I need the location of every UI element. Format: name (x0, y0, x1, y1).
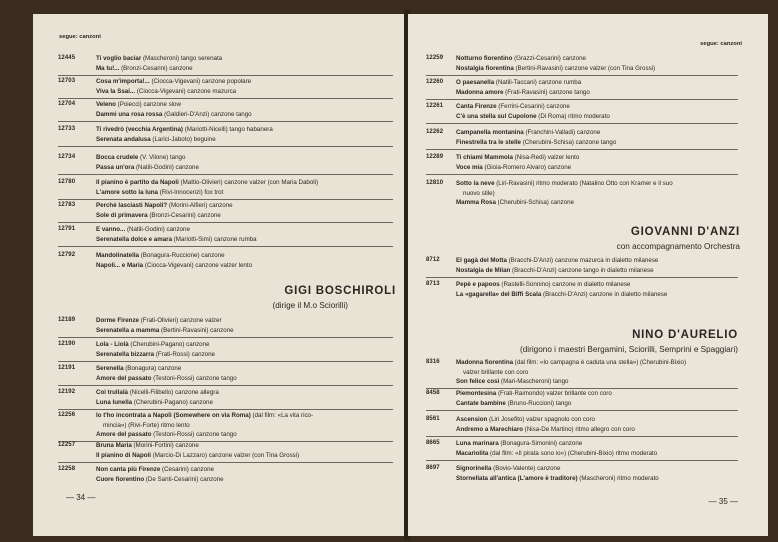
entry-divider (58, 199, 393, 200)
entry-divider (58, 462, 393, 463)
catalogue-number: 12810 (426, 180, 444, 186)
song-title: Io t'ho incontrata a Napoli (Somewhere on via Roma) (96, 412, 251, 419)
catalogue-number: 12289 (426, 154, 444, 160)
song-details: (Cesarini) canzone (160, 466, 214, 473)
entry-divider (58, 409, 393, 410)
song-line (96, 201, 233, 210)
song-details: nuovo stile) (463, 189, 495, 197)
song-line (96, 251, 225, 260)
entry-divider (58, 146, 393, 147)
song-title: Lola - Liolà (96, 341, 129, 348)
catalogue-number: 12734 (58, 154, 76, 160)
song-line (96, 125, 273, 134)
entry-divider (426, 436, 738, 437)
song-details: (Poiecci) canzone slow (115, 101, 181, 108)
song-details: (Bonagura-Simonini) canzone (498, 440, 583, 447)
entry-divider (426, 123, 738, 124)
song-title: El gagà del Motta (456, 257, 507, 264)
song-details: (Frati-Olivieri) canzone valzer (138, 317, 222, 324)
song-details: (Franchini-Valladi) canzone (523, 129, 601, 136)
song-details: (Liri-Ravasini) ritmo moderato (Natalino Otto con Kramer e il suo (494, 180, 673, 187)
song-line (96, 350, 215, 359)
song-details: (Bertini-Ravasini) canzone (159, 326, 234, 334)
artist-heading-danzi: GIOVANNI D'ANZI (630, 226, 740, 238)
entry-divider (58, 75, 393, 76)
song-details: (Larici-Jaboto) beguine (150, 135, 216, 143)
song-details: (Morini-Alfieri) canzone (167, 202, 233, 209)
catalogue-number: 12258 (58, 466, 76, 472)
entry-divider (426, 410, 738, 411)
song-title: Mamma Rosa (456, 199, 496, 206)
song-line (456, 415, 595, 424)
song-details: (Natili-Godini) canzone (134, 163, 199, 171)
song-title: Veleno (96, 101, 116, 108)
song-line (456, 112, 610, 121)
song-title: Serenatella dolce e amara (96, 235, 173, 243)
song-details: (Gioia-Romero Alvaro) canzone (482, 163, 572, 171)
song-line (456, 153, 579, 162)
song-details: (Ciocca-Vigevani) canzone valzer lento (143, 261, 253, 269)
catalogue-number: 8665 (426, 440, 440, 446)
artist-subheading-boschiroli: (dirige il M.o Sciorilli) (272, 301, 348, 310)
song-title: Non canta più Firenze (96, 466, 161, 473)
song-details: (Cherubini-Schisa) canzone (495, 199, 574, 206)
song-line (456, 399, 571, 408)
song-line (96, 340, 210, 349)
song-line (456, 138, 616, 147)
catalogue-number: 12257 (58, 442, 76, 448)
catalogue-number: 8713 (426, 281, 440, 287)
entry-divider (58, 246, 393, 247)
song-line (456, 88, 590, 97)
song-line (456, 389, 612, 398)
song-details: (Frati-Rossi) canzone (154, 350, 215, 358)
song-line (96, 235, 257, 244)
song-title: Bocca crudele (96, 154, 139, 161)
song-title: Son felice così (456, 378, 500, 385)
song-title: Madonna fiorentina (456, 359, 514, 366)
song-line (103, 421, 190, 430)
song-line (456, 163, 571, 172)
song-details: (Bertini-Ravasini) canzone valzer (con Tina Grossi) (513, 64, 656, 72)
catalogue-number: 12259 (426, 55, 444, 61)
song-title: Serenatella a mamma (96, 326, 160, 334)
song-line (456, 449, 657, 458)
catalogue-number: 8458 (426, 390, 440, 396)
song-details: (Nisa-De Martino) ritmo allegro con coro (523, 425, 635, 433)
song-line (456, 280, 630, 289)
catalogue-number: 8697 (426, 465, 440, 471)
song-line (96, 163, 199, 172)
entry-divider (58, 121, 393, 122)
catalogue-number: 12192 (58, 389, 76, 395)
song-details: (Ferrini-Cesarini) canzone (496, 103, 570, 110)
song-title: La «gagarella» del Biffi Scala (456, 290, 542, 298)
song-line (456, 54, 586, 63)
catalogue-number: 12256 (58, 412, 76, 418)
song-details: (Natili-Taccani) canzone rumba (494, 79, 582, 86)
song-title: Sotto la neve (456, 180, 495, 187)
song-line (456, 102, 570, 111)
song-title: Serenatella bizzarra (96, 350, 155, 358)
catalogue-number: 12733 (58, 126, 76, 132)
song-details: (dal film: «Il pirata sono io») (Cherubini-Bixio) ritmo moderato (488, 449, 658, 457)
song-title: Ascension (456, 416, 488, 423)
song-line (456, 256, 658, 265)
song-line (463, 368, 528, 377)
song-line (96, 374, 237, 383)
left-page-header: segue: canzoni (59, 34, 101, 40)
song-line (96, 326, 234, 335)
song-title: Nostalgia de Milan (456, 266, 511, 274)
song-line (456, 290, 667, 299)
song-title: Ti rivedrò (vecchia Argentina) (96, 126, 183, 133)
catalogue-number: 12189 (58, 317, 76, 323)
catalogue-number: 12704 (58, 101, 76, 107)
song-line (96, 451, 299, 460)
song-details: (Bracchi-D'Anzi) canzone in dialetto milanese (541, 290, 668, 298)
catalogue-number: 12703 (58, 78, 76, 84)
song-title: Stornellata all'antica (L'amore è traditore) (456, 474, 578, 482)
song-details: (Mariotti-Nicelli) tango habanera (183, 126, 273, 133)
catalogue-number: 12262 (426, 129, 444, 135)
song-line (96, 225, 190, 234)
song-details: (Rivi-Innocenzi) fox trot (157, 188, 224, 196)
song-details: (Cherubini-Pagano) canzone (128, 341, 210, 348)
song-details: (Cherubini-Schisa) canzone tango (521, 138, 617, 146)
song-title: Pepè e papoos (456, 281, 500, 288)
entry-divider (426, 460, 738, 461)
song-title: Luna marinara (456, 440, 499, 447)
song-title: Notturno fiorentino (456, 55, 513, 62)
song-details: (Cherubini-Pagano) canzone (132, 398, 213, 406)
song-title: Il pianino di Napoli (96, 451, 151, 459)
song-title: Serenella (96, 365, 124, 372)
song-line (96, 64, 193, 73)
song-line (456, 128, 600, 137)
artist-subheading-daurelio: (dirigono i maestri Bergamini, Sciorilli, Semprini e Spaggiari) (520, 345, 738, 354)
song-details: mincia») (Rivi-Forte) ritmo lento (103, 421, 190, 429)
song-title: Amore del passato (96, 431, 152, 438)
catalogue-number: 12260 (426, 79, 444, 85)
song-line (96, 54, 222, 63)
song-line (456, 78, 581, 87)
song-title: Sole di primavera (96, 211, 148, 219)
song-title: Mandolinatella (96, 252, 139, 259)
song-line (456, 266, 654, 275)
artist-heading-boschiroli: GIGI BOSCHIROLI (284, 285, 396, 297)
song-title: Il pianino è partito da Napoli (96, 179, 179, 186)
song-details: (Mari-Mascheroni) tango (499, 378, 569, 385)
song-line (456, 198, 574, 207)
song-details: (Ciocca-Vigevani) canzone mazurca (135, 87, 237, 95)
song-title: Dammi una rosa rossa (96, 110, 163, 118)
song-details: (Mascheroni) ritmo moderato (577, 474, 659, 482)
song-title: Cuore fiorentino (96, 475, 145, 483)
song-line (96, 211, 221, 220)
song-line (96, 135, 216, 144)
song-line (96, 77, 251, 86)
catalogue-number: 12445 (58, 55, 76, 61)
song-line (456, 464, 560, 473)
song-details: (Bracchi-D'Anzi) canzone tango in dialetto milanese (510, 266, 654, 274)
song-title: Passa un'ora (96, 163, 135, 171)
song-details: (Bonagura-Ruccione) canzone (138, 252, 225, 259)
song-line (96, 100, 181, 109)
song-details: (Bruno-Ruccioni) tango (505, 399, 572, 407)
song-details: (Bracchi-D'Anzi) canzone mazurca in dialetto milanese (506, 257, 659, 264)
song-details: (Testoni-Rossi) canzone tango (151, 374, 237, 382)
song-title: Signorinella (456, 465, 492, 472)
catalogue-number: 12791 (58, 226, 76, 232)
song-details: (Mascheroni) tango serenata (141, 55, 223, 62)
song-line (96, 465, 214, 474)
song-line (96, 364, 181, 373)
entry-divider (58, 174, 393, 175)
song-line (456, 425, 635, 434)
song-details: (Liri Josefito) valzer spagnolo con coro (487, 416, 595, 423)
catalogue-number: 12261 (426, 103, 444, 109)
song-details: (V. Vilone) tango (138, 154, 186, 161)
song-details: (Mattio-Olivieri) canzone valzer (con Maria Daboli) (178, 179, 319, 186)
song-title: Macariolita (456, 449, 489, 457)
song-line (96, 411, 313, 420)
song-details: (Nisa-Redi) valzer lento (512, 154, 580, 161)
song-line (456, 474, 659, 483)
song-details: (dal film: «Io campagna è caduta una stella») (Cherubini-Bixio) (513, 359, 687, 366)
song-title: Serenata andalusa (96, 135, 151, 143)
right-page (408, 14, 768, 536)
song-line (96, 178, 318, 187)
song-title: Coi trullalà (96, 389, 128, 396)
song-title: Voce mia (456, 163, 483, 171)
entry-divider (426, 99, 738, 100)
entry-divider (58, 385, 393, 386)
song-line (96, 475, 224, 484)
catalogue-number: 8561 (426, 416, 440, 422)
song-details: (Frati-Ravasini) canzone tango (503, 88, 590, 96)
song-title: E vanno... (96, 226, 126, 233)
song-title: O paesanella (456, 79, 495, 86)
catalogue-number: 12783 (58, 202, 76, 208)
song-details: valzer brillante con coro (463, 368, 529, 376)
song-line (96, 388, 219, 397)
entry-divider (58, 337, 393, 338)
song-details: (Marcio-Di Lazzaro) canzone valzer (con Tina Grossi) (151, 451, 300, 459)
song-title: Ti voglio baciar (96, 55, 142, 62)
song-line (456, 439, 582, 448)
song-title: Amore del passato (96, 374, 152, 382)
song-details: (Bovio-Valente) canzone (491, 465, 561, 472)
artist-heading-daurelio: NINO D'AURELIO (632, 329, 738, 341)
song-line (96, 188, 223, 197)
song-details: (Bonagura) canzone (123, 365, 182, 372)
song-details: (Bronzi-Cesarini) canzone (119, 64, 193, 72)
song-title: Perchè lasciasti Napoli? (96, 202, 168, 209)
catalogue-number: 12190 (58, 341, 76, 347)
song-line (96, 153, 185, 162)
song-line (96, 398, 213, 407)
song-title: Napoli... e Maria (96, 261, 144, 269)
song-title: Dorme Firenze (96, 317, 139, 324)
song-title: Bruna Maria (96, 442, 132, 449)
song-details: (Morini-Fortini) canzone (131, 442, 199, 449)
song-title: Piemontesina (456, 390, 497, 397)
right-page-header: segue: canzoni (700, 41, 742, 47)
song-line (96, 261, 252, 270)
song-title: Nostalgia fiorentina (456, 64, 514, 72)
song-title: Madonna amore (456, 88, 504, 96)
song-title: Cosa m'importa!... (96, 78, 150, 85)
song-title: Luna lunella (96, 398, 133, 406)
catalogue-number: 8316 (426, 359, 440, 365)
left-page (33, 14, 406, 536)
song-details: (De Santi-Cesarini) canzone (144, 475, 224, 483)
song-title: Ti chiami Mammola (456, 154, 513, 161)
song-details: (Grazzi-Cesarini) canzone (512, 55, 586, 62)
song-line (456, 358, 686, 367)
song-title: Ma tu!... (96, 64, 120, 72)
right-page-number: — 35 — (708, 497, 738, 506)
song-title: Andremo a Marechiaro (456, 425, 524, 433)
entry-divider (426, 75, 738, 76)
entry-divider (58, 361, 393, 362)
song-title: L'amore sotto la luna (96, 188, 158, 196)
song-line (456, 179, 673, 188)
song-details: (Bronzi-Cesarini) canzone (147, 211, 221, 219)
song-details: (Di Roma) ritmo moderato (536, 112, 610, 120)
catalogue-number: 12792 (58, 252, 76, 258)
song-line (456, 377, 568, 386)
song-details: (Testoni-Rossi) canzone tango (151, 431, 237, 438)
song-line (456, 64, 655, 73)
left-page-number: — 34 — (66, 493, 96, 502)
song-line (96, 316, 222, 325)
artist-subheading-danzi: con accompagnamento Orchestra (616, 242, 740, 251)
song-title: Canta Firenze (456, 103, 497, 110)
entry-divider (426, 277, 738, 278)
song-title: Finestrella tra le stelle (456, 138, 521, 146)
catalogue-number: 8712 (426, 257, 440, 263)
song-title: Cantate bambine (456, 399, 506, 407)
song-title: Viva la Ssai... (96, 87, 136, 95)
song-line (463, 189, 495, 198)
song-details: (Nicelli-Filibello) canzone allegra (127, 389, 219, 396)
song-details: (Rastelli-Sonnino) canzone in dialetto milanese (499, 281, 631, 288)
song-details: (Mariotti-Simi) canzone rumba (172, 235, 257, 243)
song-details: (Frati-Raimondo) valzer brillante con coro (496, 390, 612, 397)
song-line (96, 110, 252, 119)
song-title: Campanella montanina (456, 129, 524, 136)
song-line (96, 430, 237, 439)
catalogue-number: 12780 (58, 179, 76, 185)
song-details: (dal film: «La vita rico- (250, 412, 314, 419)
song-title: C'è una stella sul Cupolone (456, 112, 537, 120)
entry-divider (58, 98, 393, 99)
song-line (96, 87, 236, 96)
entry-divider (58, 222, 393, 223)
song-details: (Ciocca-Vigevani) canzone popolare (149, 78, 252, 85)
song-details: (Galdieri-D'Anzi) canzone tango (162, 110, 252, 118)
entry-divider (426, 149, 738, 150)
entry-divider (426, 174, 738, 175)
catalogue-number: 12191 (58, 365, 76, 371)
song-details: (Natili-Godini) canzone (125, 226, 190, 233)
song-line (96, 441, 199, 450)
